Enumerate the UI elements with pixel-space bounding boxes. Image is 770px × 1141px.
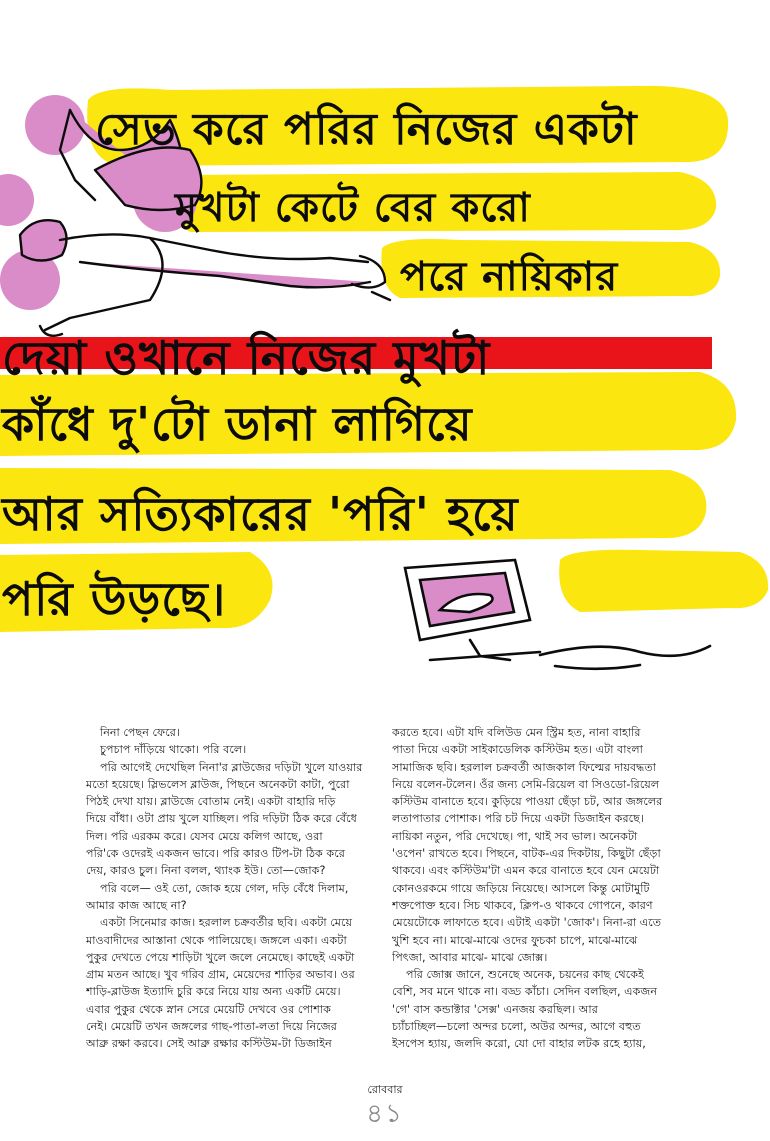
article-line: কোনওরকমে গায়ে জড়িয়ে নিয়েছে। আসলে কিন্তু মোটামুটি — [392, 881, 650, 895]
lettering-line-4: দেয়া ওখানে নিজের মুখটা — [2, 331, 491, 385]
article-line: দেয়, কারও চুল। নিনা বলল, থ্যাংক ইউ। তো—জোক? — [86, 864, 326, 878]
lettering-line-3: পরে নায়িকার — [400, 254, 619, 300]
article-line: একটা সিনেমার কাজ। হরলাল চক্রবর্তীর ছবি। একটা মেয়ে — [100, 916, 353, 930]
article-line: পরি আগেই দেখেছিল নিনা'র ব্লাউজের দড়িটা খুলে যাওয়ার — [100, 760, 363, 774]
article-line: নায়িকা নতুন, পরি দেখেছে। পা, থাই সব ভাল। অনেকটা — [392, 829, 638, 843]
article-line: পরি জোক্স জানে, শুনেছে অনেক, চয়নের কাছ থেকেই — [406, 968, 644, 982]
article-line: পুকুর দেখতে পেয়ে শাড়িটা খুলে জলে নেমেছে। কাছেই একটা — [86, 950, 355, 964]
article-line: বেশি, সব মনে থাকে না। বড্ড কাঁচা। সেদিন বলছিল, একজন — [392, 985, 658, 999]
article-line: নিয়ে বলেন-টলেন। ওঁর জন্য সেমি-রিয়েল বা সিওডো-রিয়েল — [392, 777, 660, 791]
article-line: মাওবাদীদের আস্তানা থেকে পালিয়েছে। জঙ্গলে একা। একটা — [86, 933, 347, 947]
magazine-name: রোববার — [367, 1083, 403, 1096]
article-line: শাড়ি-ব্লাউজ ইত্যাদি চুরি করে নিয়ে যায় অন্য একটি মেয়ে। — [86, 985, 341, 999]
article-line: আমার কাজ আছে না? — [86, 898, 187, 912]
article-line: গ্রাম মতন আছে। খুব গরিব গ্রাম, মেয়েদের শাড়ির অভাব। ওর — [86, 968, 355, 982]
page-number: ৪১ — [366, 1099, 404, 1129]
lettering-line-1: সেভ করে পরির নিজের একটা — [95, 104, 638, 155]
lettering-line-2: মুখটা কেটে বের করো — [175, 185, 531, 231]
article-line: আব্রু রক্ষা করবে। সেই আব্রু রক্ষার কস্টিউম-টা ডিজাইন — [86, 1037, 332, 1051]
article-line: শক্তপোক্ত হবে। সিচ থাকবে, ক্লিপ-ও থাকবে গোপনে, কারণ — [392, 898, 653, 912]
article-line: লতাপাতার পোশাক। পরি চট দিয়ে একটা ডিজাইন করছে। — [392, 812, 644, 826]
article-line: 'ওপেন' রাখতে হবে। পিছনে, বাটক-এর দিকটায়, কিছুটা ছেঁড়া — [392, 847, 661, 861]
lettering-line-6: আর সত্যিকারের 'পরি' হয়ে — [2, 487, 519, 541]
article-line: মতো হয়েছে। স্লিভলেস ব্লাউজ, পিছনে অনেকটা কাটা, পুরো — [86, 777, 350, 791]
article-line: দিয়ে বাঁধা। ওটা প্রায় খুলে যাচ্ছিল। পরি দড়িটা ঠিক করে বেঁধে — [86, 812, 357, 826]
article-line: মেয়েটোকে লাফাতে হবে। এটাই একটা 'জোক'। নিনা-রা এতে — [392, 916, 662, 930]
article-line: নেই। মেয়েটি তখন জঙ্গলের গাছ-পাতা-লতা দিয়ে নিজের — [86, 1020, 337, 1034]
article-line: ইসপেস হ্যায়, জলদি করো, যো দো বাহার লটক রহে হ্যায়, — [392, 1037, 646, 1051]
article-line: পরি বলে— ওই তো, জোক হয়ে গেল, দড়ি বেঁধে দিলাম, — [100, 881, 349, 895]
article-column-left — [86, 724, 386, 1053]
article-line: 'গে' বাস কন্ডাক্টার 'সেক্স' এনজয় করছিল। আর — [392, 1002, 598, 1016]
lettering-line-5: কাঁধে দু'টো ডানা লাগিয়ে — [2, 397, 473, 451]
article-line: চ্যাঁচাচ্ছিল—চলো অন্দর চলো, অউর অন্দর, আগে বহুত — [392, 1020, 641, 1034]
article-column-right — [392, 724, 692, 1053]
article-line: করতে হবে। এটা যদি বলিউড মেন স্ট্রিম হত, নানা বাহারি — [392, 726, 641, 739]
article-line: খুশি হবে না। মাঝে-মাঝে ওদের ফুচকা চাপে, মাঝে-মাঝে — [392, 933, 638, 947]
article-line: পরি'কে ওদেরই একজন ভাবে। পরি কারও টিপ-টা ঠিক করে — [86, 847, 345, 861]
article-line: পাতা দিয়ে একটা সাইকাডেলিক কস্টিউম হত। এটা বাংলা — [392, 743, 643, 757]
article-line: চুপচাপ দাঁড়িয়ে থাকো। পরি বলে। — [100, 743, 247, 757]
article-line: দিল। পরি এরকম করে। যেসব মেয়ে কলিগ আছে, ওরা — [86, 829, 323, 843]
article-line: পিৎজা, আবার মাঝে- মাঝে জোক্স। — [392, 950, 548, 964]
article-line: সামাজিক ছবি। হরলাল চক্রবর্তী আজকাল ফিল্মের দায়বদ্ধতা — [392, 760, 657, 774]
article-line: কস্টিউম বানাতে হবে। কুড়িয়ে পাওয়া ছেঁড়া চট, আর জঙ্গলের — [392, 795, 663, 809]
article-line: এবার পুকুর থেকে স্নান সেরে মেয়েটি দেখবে ওর পোশাক — [86, 1002, 331, 1016]
lettering-line-7: পরি উড়ছে। — [2, 572, 227, 626]
article-line: নিনা পেছন ফেরে। — [100, 726, 180, 739]
article-line: থাকবে। এবং কস্টিউম'টা এমন করে বানাতে হবে যেন মেয়েটা — [392, 864, 660, 878]
article-line: পিঠই দেখা যায়। ব্লাউজে বোতাম নেই। একটা বাহারি দড়ি — [86, 795, 336, 809]
